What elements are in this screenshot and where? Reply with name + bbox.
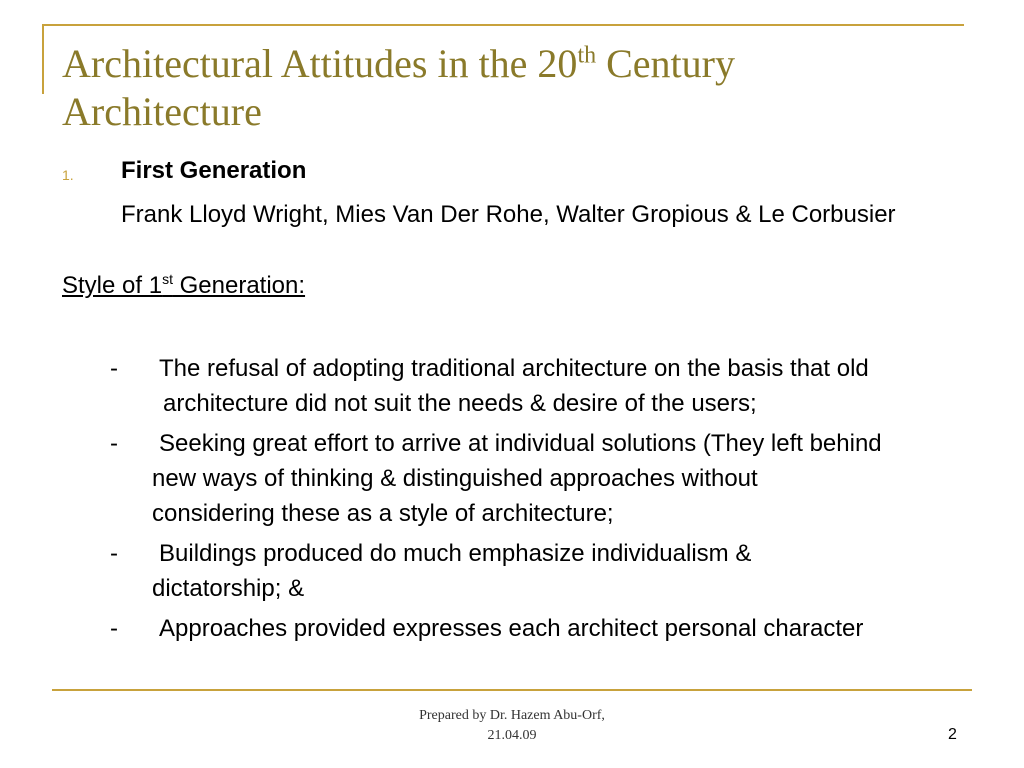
title-main: Architectural Attitudes in the 20 <box>62 41 578 86</box>
left-frame-line <box>42 24 44 94</box>
bullet-3-line-2: dictatorship; & <box>152 575 305 602</box>
bullet-dash: - <box>110 540 118 567</box>
footer-rule <box>52 689 972 691</box>
title-rest: Century <box>596 41 735 86</box>
bullet-3-line-1: Buildings produced do much emphasize individualism & <box>159 540 752 567</box>
generation-heading: First Generation <box>121 157 307 184</box>
bullet-dash: - <box>110 615 118 642</box>
title-superscript: th <box>577 42 597 69</box>
bullet-1-line-1: The refusal of adopting traditional architecture on the basis that old <box>159 355 869 382</box>
title-line-2: Architecture <box>62 89 262 134</box>
top-frame-line <box>42 24 964 26</box>
footer <box>380 706 644 746</box>
style-label-superscript: st <box>162 271 173 287</box>
page-number: 2 <box>948 726 957 743</box>
bullet-4-line-1: Approaches provided expresses each architect personal character <box>159 615 864 642</box>
footer-author: Prepared by Dr. Hazem Abu-Orf, <box>419 708 605 723</box>
bullet-2-line-3: considering these as a style of architecture; <box>152 500 614 527</box>
bullet-1-line-2: architecture did not suit the needs & desire of the users; <box>163 390 757 417</box>
bullet-2-line-1: Seeking great effort to arrive at individual solutions (They left behind <box>159 430 882 457</box>
bullet-dash: - <box>110 355 118 382</box>
style-label-post: Generation: <box>172 272 306 299</box>
style-label <box>62 272 305 300</box>
bullet-dash: - <box>110 430 118 457</box>
slide-title <box>62 40 962 136</box>
list-number: 1. <box>62 167 74 183</box>
style-label-pre: Style of 1 <box>62 272 163 299</box>
footer-date: 21.04.09 <box>487 728 537 743</box>
bullet-2-line-2: new ways of thinking & distinguished approaches without <box>152 465 758 492</box>
architect-names: Frank Lloyd Wright, Mies Van Der Rohe, Walter Gropious & Le Corbusier <box>121 201 896 228</box>
